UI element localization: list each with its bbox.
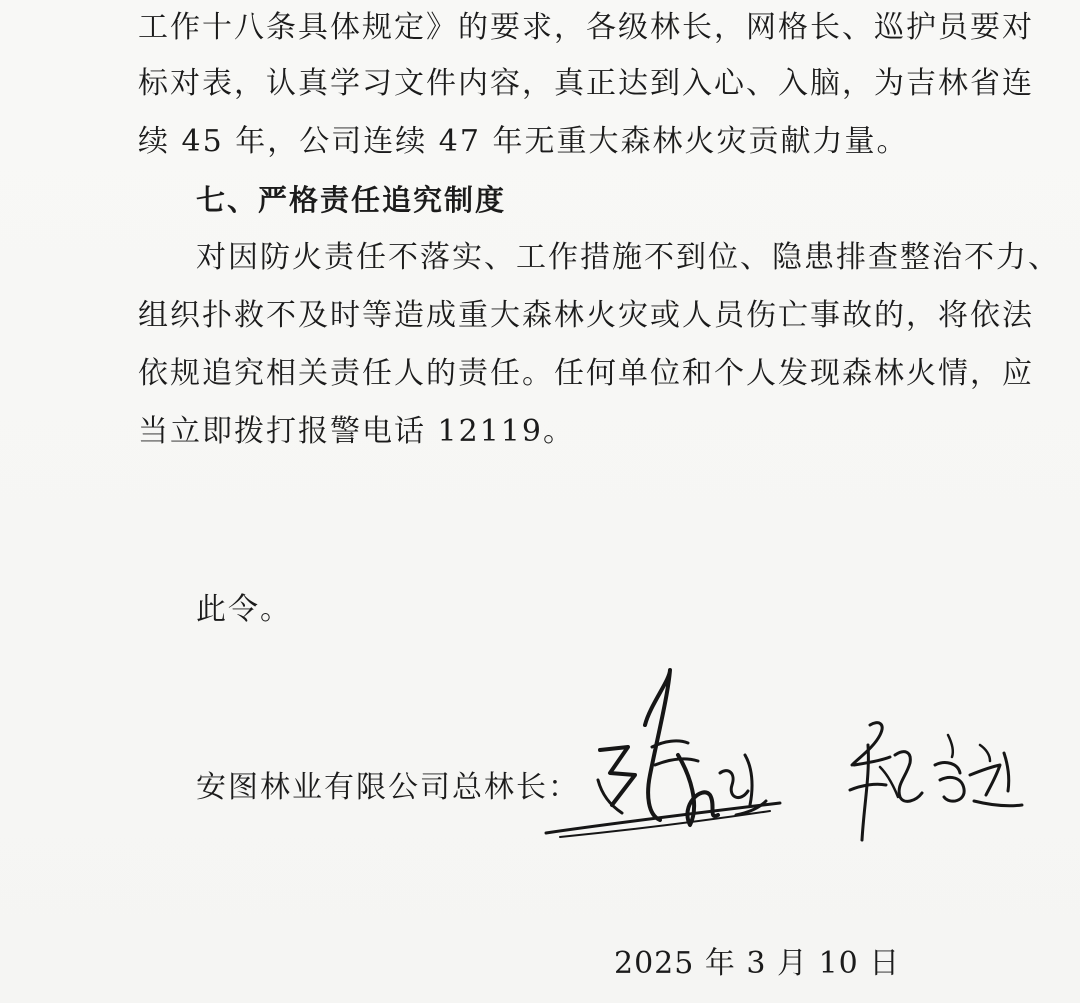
section-heading: 七、严格责任追究制度 [196,183,507,217]
section-line-1: 对因防火责任不落实、工作措施不到位、隐患排查整治不力、 [196,240,1060,275]
body-line-2: 标对表，认真学习文件内容，真正达到入心、入脑，为吉林省连 [138,66,1034,101]
signature-2 [840,705,1030,855]
section-line-3: 依规追究相关责任人的责任。任何单位和个人发现森林火情，应 [138,356,1034,391]
signatory-label: 安图林业有限公司总林长： [196,770,580,805]
document-date: 2025 年 3 月 10 日 [614,946,901,981]
signature-1 [540,655,790,845]
closing-text: 此令。 [196,592,292,627]
section-line-4: 当立即拨打报警电话 12119。 [138,414,575,449]
body-line-1: 工作十八条具体规定》的要求，各级林长，网格长、巡护员要对 [138,10,1034,45]
section-line-2: 组织扑救不及时等造成重大森林火灾或人员伤亡事故的，将依法 [138,298,1034,333]
body-line-3: 续 45 年，公司连续 47 年无重大森林火灾贡献力量。 [138,124,909,159]
